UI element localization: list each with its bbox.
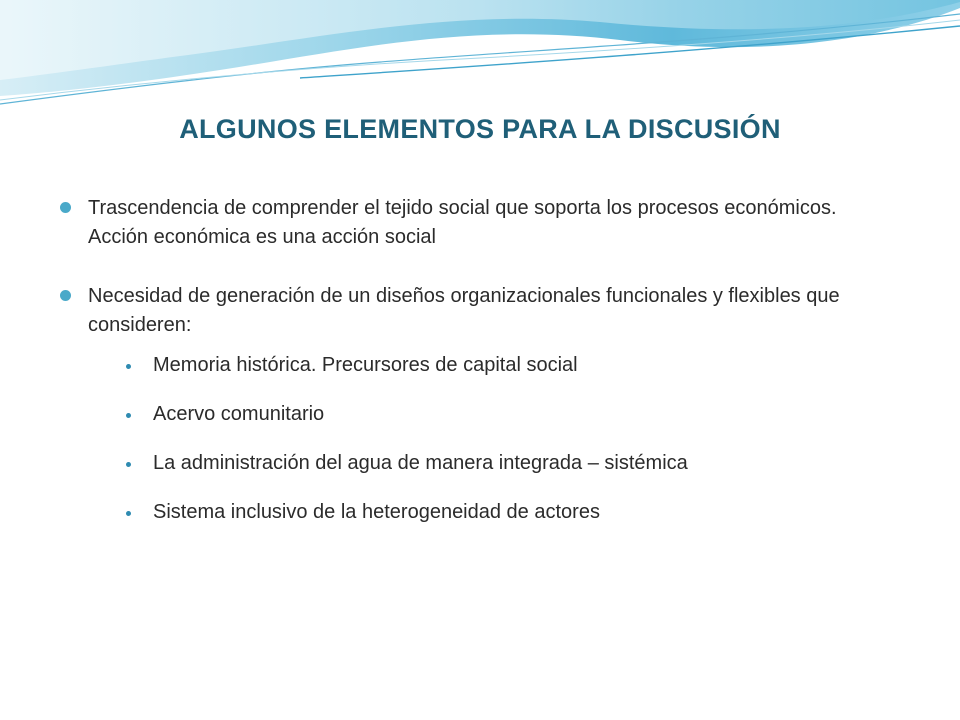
bullet-item xyxy=(60,194,880,252)
sub-bullet-dot-icon xyxy=(126,364,131,369)
sub-bullet-item xyxy=(126,499,880,525)
slide-title: ALGUNOS ELEMENTOS PARA LA DISCUSIÓN xyxy=(179,114,781,144)
header-wave-decoration xyxy=(0,0,960,120)
sub-bullet-dot-icon xyxy=(126,511,131,516)
sub-bullet-text: Memoria histórica. Precursores de capital social xyxy=(153,354,578,376)
bullet-text: Trascendencia de comprender el tejido social que soporta los procesos económicos. Acción económica es una acción social xyxy=(88,197,837,248)
sub-bullet-list xyxy=(88,352,880,525)
sub-bullet-dot-icon xyxy=(126,462,131,467)
bullet-item xyxy=(60,282,880,525)
sub-bullet-text: La administración del agua de manera integrada – sistémica xyxy=(153,452,688,474)
sub-bullet-dot-icon xyxy=(126,413,131,418)
sub-bullet-item xyxy=(126,352,880,378)
bullet-dot-icon xyxy=(60,202,71,213)
sub-bullet-text: Acervo comunitario xyxy=(153,403,325,425)
bullet-text: Necesidad de generación de un diseños organizacionales funcionales y flexibles que consideren: xyxy=(88,285,840,336)
sub-bullet-text: Sistema inclusivo de la heterogeneidad de actores xyxy=(153,501,600,523)
sub-bullet-item xyxy=(126,450,880,476)
bullet-list xyxy=(60,194,880,548)
sub-bullet-item xyxy=(126,401,880,427)
bullet-dot-icon xyxy=(60,290,71,301)
